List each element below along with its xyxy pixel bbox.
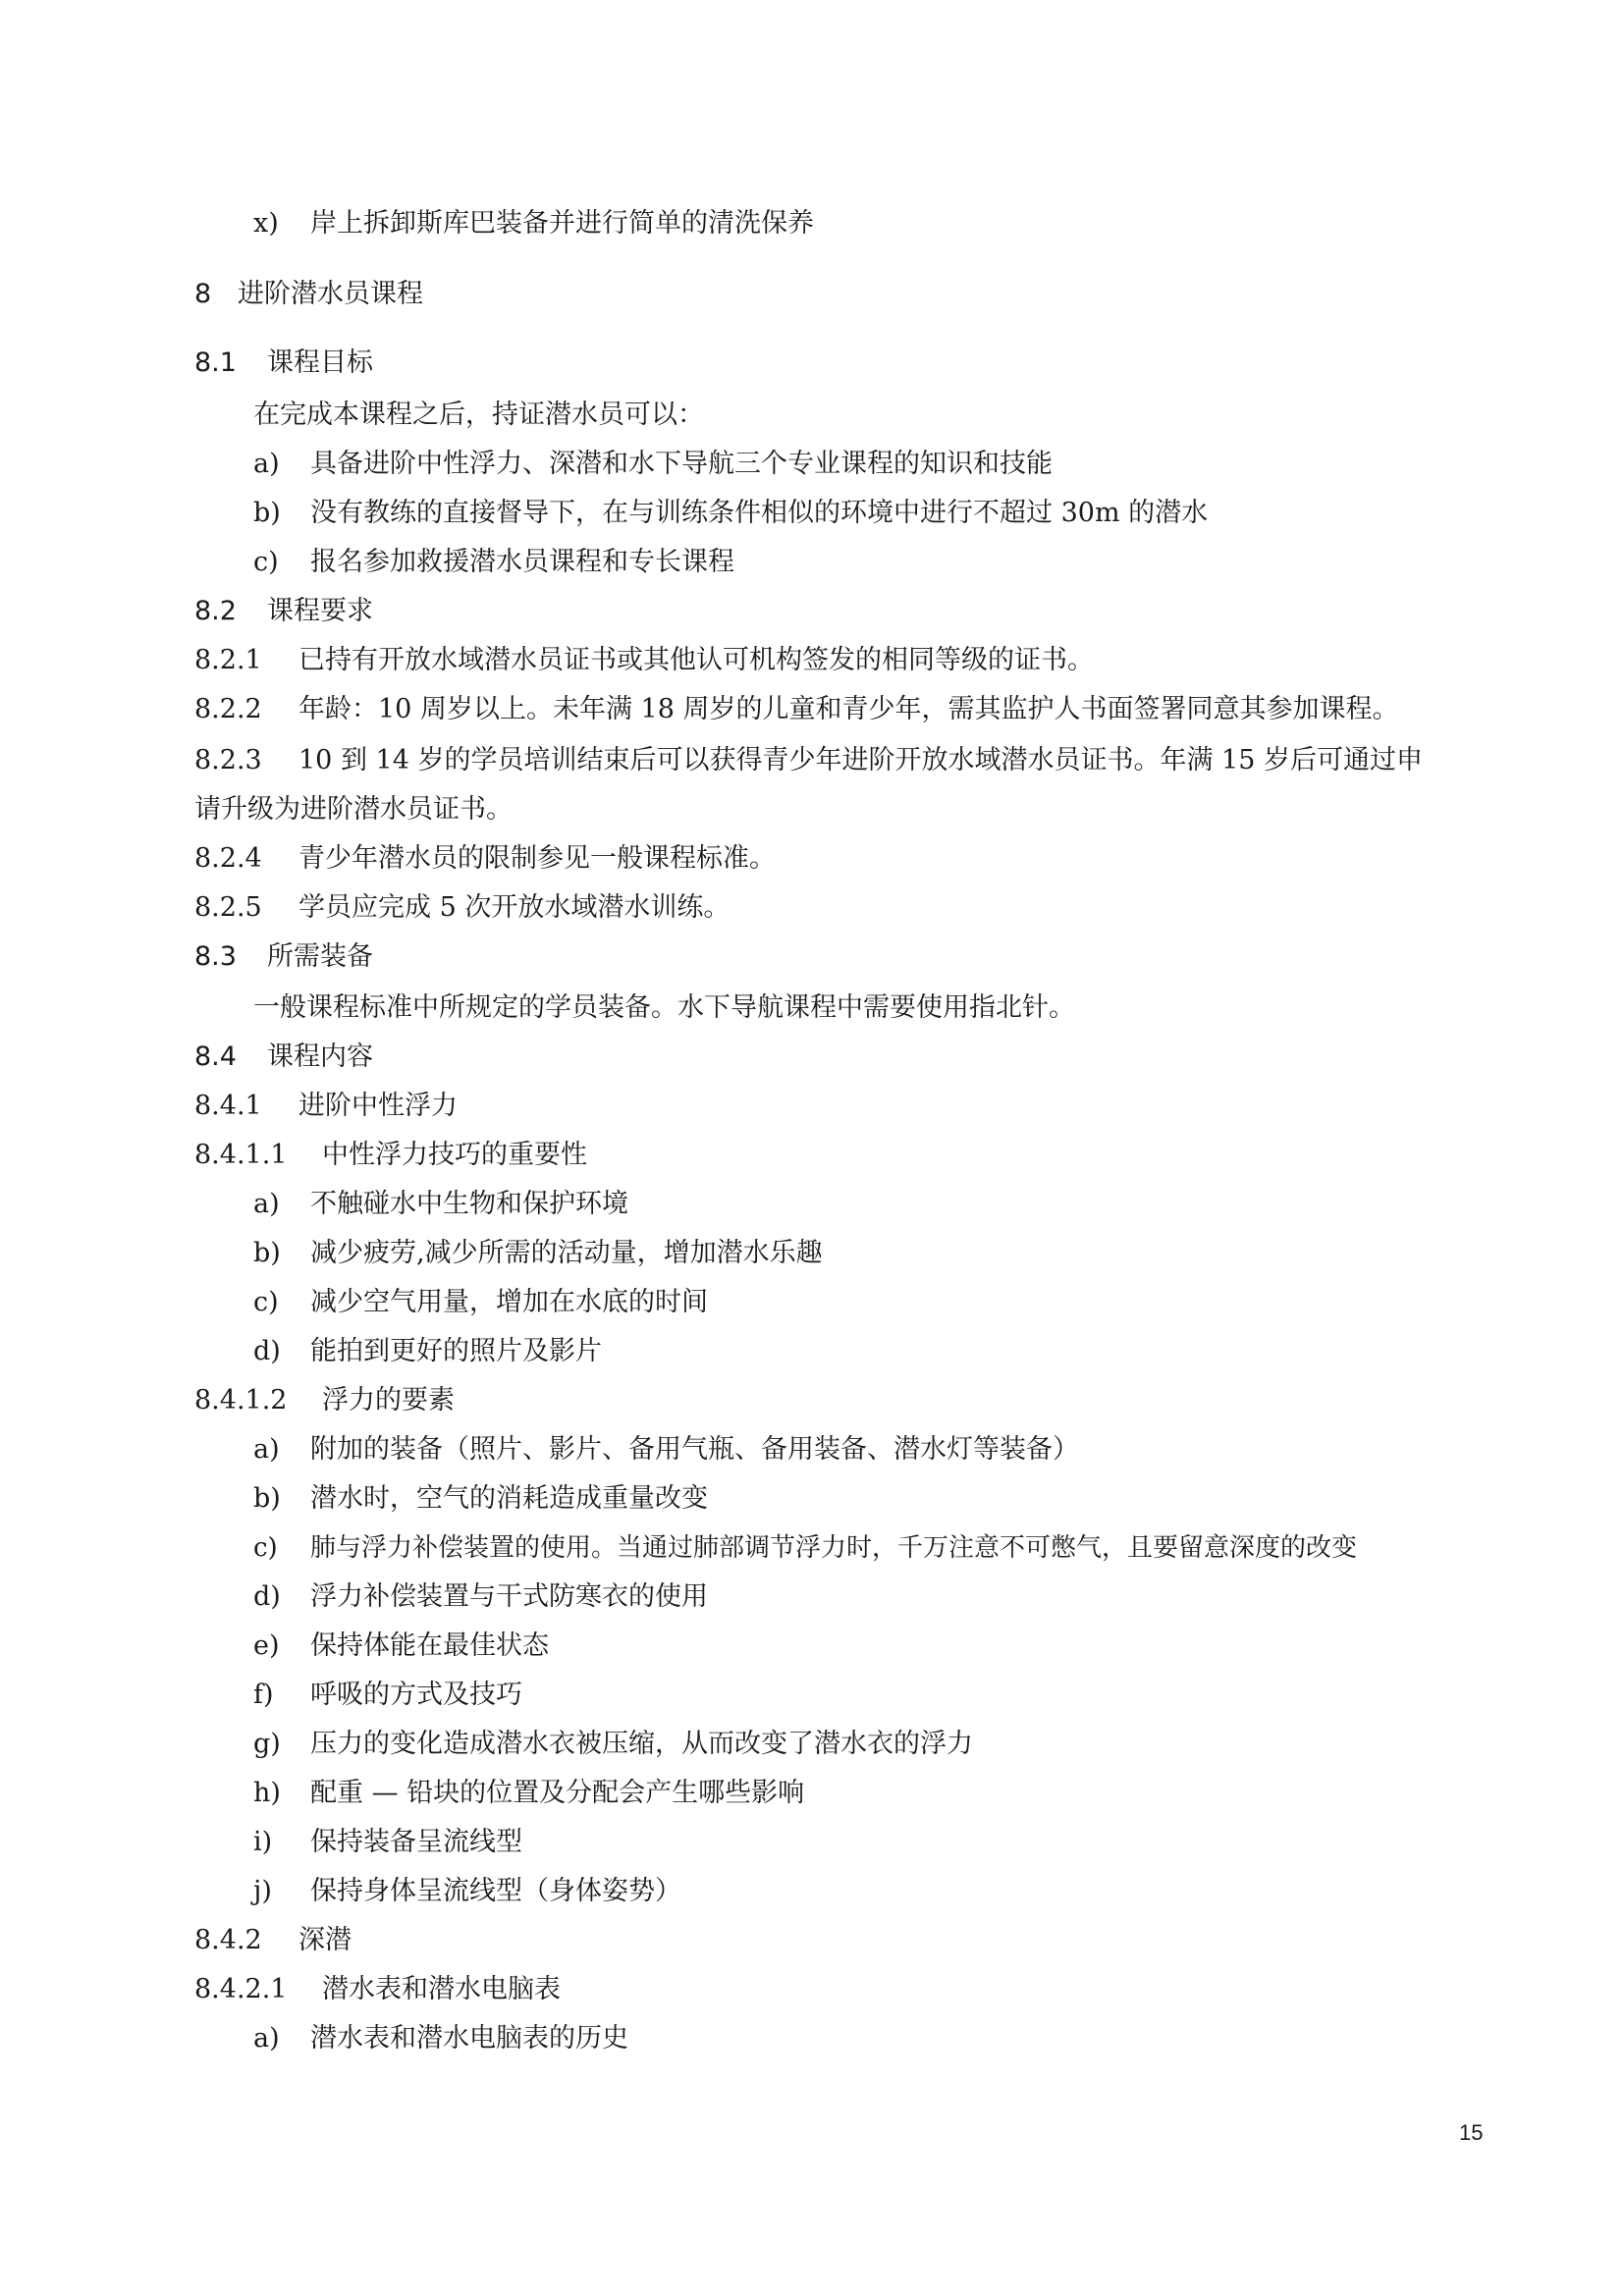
list-text: 保持装备呈流线型 (310, 1827, 522, 1857)
list-label: c) (253, 1287, 279, 1317)
section-title: 课程要求 (267, 596, 373, 626)
list-item (253, 2021, 628, 2056)
section-number: 8.2.2 (194, 694, 262, 724)
section-heading (194, 594, 373, 629)
list-label: a) (253, 2023, 280, 2054)
section-heading (194, 346, 373, 381)
section-number: 8 (194, 279, 212, 309)
list-item (253, 1236, 823, 1271)
list-label: b) (253, 1238, 281, 1268)
list-item (253, 1432, 1079, 1468)
list-item (253, 1776, 804, 1811)
section-heading (194, 277, 423, 312)
list-text: 潜水表和潜水电脑表的历史 (310, 2023, 628, 2054)
paragraph-text: 学员应完成 5 次开放水域潜水训练。 (298, 892, 731, 923)
paragraph-text: 10 到 14 岁的学员培训结束后可以获得青少年进阶开放水域潜水员证书。年满 15 岁后可通过申 (298, 745, 1423, 775)
list-text: 呼吸的方式及技巧 (310, 1680, 522, 1710)
list-label: h) (253, 1778, 281, 1808)
list-label: f) (253, 1680, 274, 1710)
list-item (253, 1530, 1357, 1566)
list-label: a) (253, 1189, 280, 1219)
section-number: 8.4 (194, 1041, 237, 1072)
list-item (253, 496, 1208, 531)
list-text: 浮力补偿装置与干式防寒衣的使用 (310, 1581, 708, 1612)
paragraph: 在完成本课程之后，持证潜水员可以： (253, 400, 704, 430)
list-text: 压力的变化造成潜水衣被压缩，从而改变了潜水衣的浮力 (310, 1729, 973, 1759)
list-text: 肺与浮力补偿装置的使用。当通过肺部调节浮力时，千万注意不可憋气，且要留意深度的改变 (310, 1533, 1358, 1563)
list-text: 保持身体呈流线型（身体姿势） (310, 1876, 681, 1906)
list-text: 报名参加救援潜水员课程和专长课程 (310, 547, 734, 577)
list-text: 附加的装备（照片、影片、备用气瓶、备用装备、潜水灯等装备） (310, 1434, 1079, 1465)
section-number: 8.1 (194, 347, 237, 378)
paragraph-continuation: 请升级为进阶潜水员证书。 (194, 794, 513, 825)
paragraph-text: 已持有开放水域潜水员证书或其他认可机构签发的相同等级的证书。 (298, 645, 1094, 675)
paragraph (194, 841, 776, 877)
list-item (253, 1727, 973, 1762)
list-text: 岸上拆卸斯库巴装备并进行简单的清洗保养 (310, 208, 814, 239)
list-item (253, 1481, 708, 1517)
section-number: 8.4.1.1 (194, 1140, 288, 1170)
section-heading (194, 1040, 373, 1075)
list-text: 减少空气用量，增加在水底的时间 (310, 1287, 708, 1317)
subsection-heading (194, 1923, 352, 1958)
subsection-heading (194, 1138, 587, 1173)
section-number: 8.2.1 (194, 645, 262, 675)
list-label: e) (253, 1630, 280, 1661)
section-number: 8.2.5 (194, 892, 262, 923)
subsection-heading (194, 1383, 455, 1418)
section-number: 8.3 (194, 941, 237, 972)
list-item (253, 447, 1053, 482)
list-text: 减少疲劳,减少所需的活动量，增加潜水乐趣 (310, 1238, 823, 1268)
section-number: 8.2.4 (194, 843, 262, 874)
section-title: 课程目标 (267, 347, 373, 378)
section-number: 8.4.1 (194, 1091, 262, 1121)
list-text: 配重 — 铅块的位置及分配会产生哪些影响 (310, 1778, 805, 1808)
section-title: 所需装备 (267, 941, 373, 972)
list-label: c) (253, 547, 279, 577)
list-item (253, 1678, 522, 1713)
section-title: 潜水表和潜水电脑表 (322, 1974, 561, 2004)
list-text: 具备进阶中性浮力、深潜和水下导航三个专业课程的知识和技能 (310, 449, 1053, 479)
paragraph (194, 743, 1423, 778)
subsection-heading (194, 1089, 458, 1124)
list-item (253, 1579, 708, 1615)
list-item (253, 1285, 708, 1320)
list-label: x) (253, 208, 279, 239)
list-item (253, 545, 734, 580)
list-text: 能拍到更好的照片及影片 (310, 1336, 602, 1366)
section-number: 8.2.3 (194, 745, 262, 775)
section-number: 8.4.2 (194, 1925, 262, 1955)
page-number: 15 (1459, 2120, 1484, 2145)
list-label: g) (253, 1729, 281, 1759)
list-label: j) (253, 1876, 272, 1906)
section-number: 8.4.1.2 (194, 1385, 288, 1415)
paragraph: 一般课程标准中所规定的学员装备。水下导航课程中需要使用指北针。 (253, 992, 1075, 1023)
paragraph (194, 890, 730, 926)
section-title: 深潜 (298, 1925, 352, 1955)
list-label: a) (253, 1434, 280, 1465)
list-label: b) (253, 1483, 281, 1514)
list-text: 不触碰水中生物和保护环境 (310, 1189, 628, 1219)
section-title: 浮力的要素 (322, 1385, 455, 1415)
list-item (253, 1825, 522, 1860)
list-item (253, 1187, 628, 1222)
list-label: a) (253, 449, 280, 479)
section-number: 8.2 (194, 596, 237, 626)
section-title: 进阶潜水员课程 (238, 279, 423, 309)
section-number: 8.4.2.1 (194, 1974, 288, 2004)
subsection-heading (194, 1972, 561, 2007)
list-item (253, 1874, 681, 1909)
list-text: 没有教练的直接督导下，在与训练条件相似的环境中进行不超过 30m 的潜水 (310, 498, 1209, 528)
paragraph-text: 青少年潜水员的限制参见一般课程标准。 (298, 843, 776, 874)
list-text: 潜水时，空气的消耗造成重量改变 (310, 1483, 708, 1514)
list-label: d) (253, 1336, 281, 1366)
paragraph (194, 643, 1094, 678)
paragraph-text: 年龄：10 周岁以上。未年满 18 周岁的儿童和青少年，需其监护人书面签署同意其参加课程。 (298, 694, 1399, 724)
list-text: 保持体能在最佳状态 (310, 1630, 549, 1661)
paragraph (194, 692, 1398, 727)
section-heading (194, 939, 373, 975)
list-item (253, 1629, 549, 1664)
list-item (253, 206, 814, 241)
list-label: c) (253, 1533, 278, 1563)
list-label: b) (253, 498, 281, 528)
list-item (253, 1334, 602, 1369)
section-title: 进阶中性浮力 (298, 1091, 458, 1121)
section-title: 中性浮力技巧的重要性 (322, 1140, 587, 1170)
section-title: 课程内容 (267, 1041, 373, 1072)
list-label: i) (253, 1827, 273, 1857)
list-label: d) (253, 1581, 281, 1612)
